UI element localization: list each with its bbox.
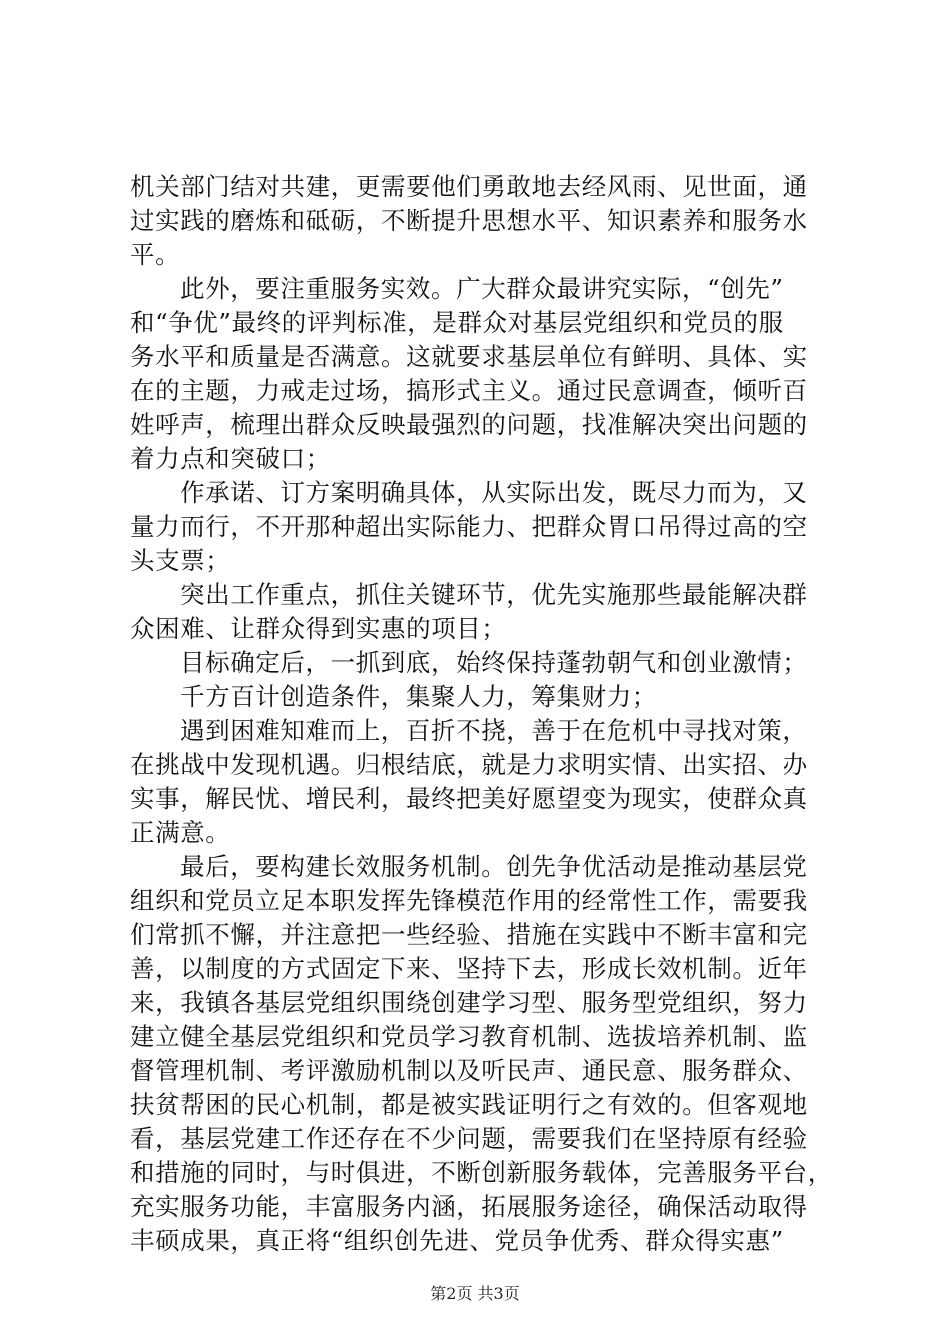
text-line: 机关部门结对共建，更需要他们勇敢地去经风雨、见世面，通: [130, 172, 808, 201]
text-line: 和措施的同时，与时俱进，不断创新服务载体，完善服务平台，: [130, 1158, 833, 1187]
text-line: 建立健全基层党组织和党员学习教育机制、选拔培养机制、监: [130, 1022, 808, 1051]
text-line: 督管理机制、考评激励机制以及听民声、通民意、服务群众、: [130, 1056, 808, 1085]
text-line: 善，以制度的方式固定下来、坚持下去，形成长效机制。近年: [130, 954, 808, 983]
text-line: 们常抓不懈，并注意把一些经验、措施在实践中不断丰富和完: [130, 920, 808, 949]
paragraph-start-line: 突出工作重点，抓住关键环节，优先实施那些最能解决群: [180, 580, 808, 609]
text-line: 众困难、让群众得到实惠的项目；: [130, 614, 507, 643]
text-line: 头支票；: [130, 546, 231, 575]
text-line: 组织和党员立足本职发挥先锋模范作用的经常性工作，需要我: [130, 886, 808, 915]
paragraph-start-line: 此外，要注重服务实效。广大群众最讲究实际，“创先”: [180, 274, 784, 303]
paragraph-start-line: 最后，要构建长效服务机制。创先争优活动是推动基层党: [180, 852, 808, 881]
text-line: 在挑战中发现机遇。归根结底，就是力求明实情、出实招、办: [130, 750, 808, 779]
text-line: 平。: [130, 240, 181, 269]
paragraph-start-line: 作承诺、订方案明确具体，从实际出发，既尽力而为，又: [180, 478, 808, 507]
text-line: 充实服务功能，丰富服务内涵，拓展服务途径，确保活动取得: [130, 1192, 808, 1221]
paragraph-start-line: 遇到困难知难而上，百折不挠，善于在危机中寻找对策，: [180, 716, 808, 745]
text-line: 量力而行，不开那种超出实际能力、把群众胃口吊得过高的空: [130, 512, 808, 541]
text-line: 在的主题，力戒走过场，搞形式主义。通过民意调查，倾听百: [130, 376, 808, 405]
text-line: 来，我镇各基层党组织围绕创建学习型、服务型党组织，努力: [130, 988, 808, 1017]
paragraph-start-line: 目标确定后，一抓到底，始终保持蓬勃朝气和创业激情；: [180, 648, 808, 677]
text-line: 丰硕成果，真正将“组织创先进、党员争优秀、群众得实惠”: [130, 1226, 784, 1255]
paragraph-start-line: 千方百计创造条件，集聚人力，筹集财力；: [180, 682, 657, 711]
text-line: 过实践的磨炼和砥砺，不断提升思想水平、知识素养和服务水: [130, 206, 808, 235]
text-line: 和“争优”最终的评判标准，是群众对基层党组织和党员的服: [130, 308, 784, 337]
text-line: 姓呼声，梳理出群众反映最强烈的问题，找准解决突出问题的: [130, 410, 808, 439]
text-line: 实事，解民忧、增民利，最终把美好愿望变为现实，使群众真: [130, 784, 808, 813]
text-line: 务水平和质量是否满意。这就要求基层单位有鲜明、具体、实: [130, 342, 808, 371]
text-line: 看，基层党建工作还存在不少问题，需要我们在坚持原有经验: [130, 1124, 808, 1153]
page-number-footer: 第2页 共3页: [430, 1284, 520, 1303]
text-line: 着力点和突破口；: [130, 444, 331, 473]
text-line: 扶贫帮困的民心机制，都是被实践证明行之有效的。但客观地: [130, 1090, 808, 1119]
text-line: 正满意。: [130, 818, 231, 847]
